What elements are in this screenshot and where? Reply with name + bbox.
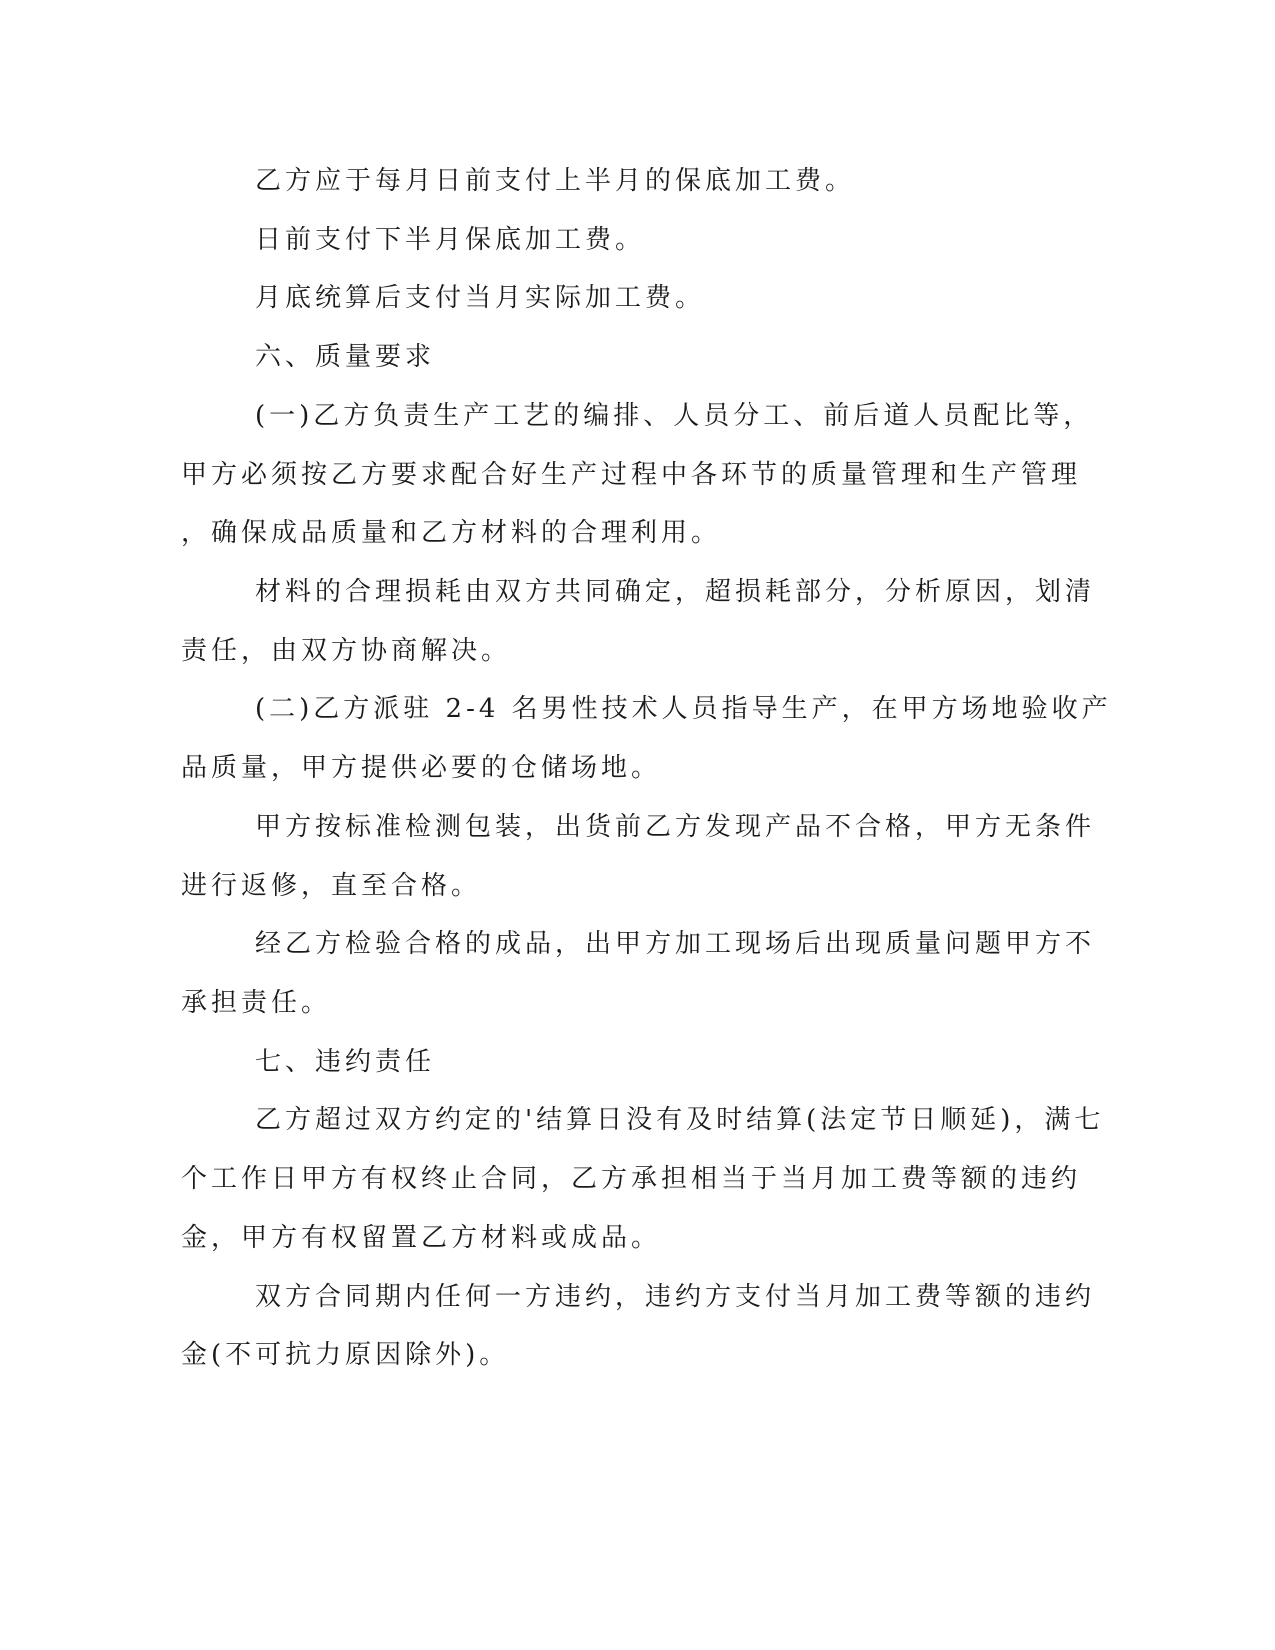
section-heading: 七、违约责任 xyxy=(255,1047,436,1077)
paragraph-line: 金，甲方有权留置乙方材料或成品。 xyxy=(181,1223,662,1253)
paragraph-line: 品质量，甲方提供必要的仓储场地。 xyxy=(181,753,662,783)
paragraph-line: 金(不可抗力原因除外)。 xyxy=(181,1340,510,1370)
paragraph-line: 责任，由双方协商解决。 xyxy=(181,636,512,666)
paragraph-line: 承担责任。 xyxy=(181,988,332,1018)
paragraph-line: 月底统算后支付当月实际加工费。 xyxy=(255,283,706,313)
paragraph-line: (二)乙方派驻 2-4 名男性技术人员指导生产，在甲方场地验收产 xyxy=(255,694,1112,724)
section-heading: 六、质量要求 xyxy=(255,342,436,372)
paragraph-line: 材料的合理损耗由双方共同确定，超损耗部分，分析原因，划清 xyxy=(255,577,1096,607)
paragraph-line: 甲方必须按乙方要求配合好生产过程中各环节的质量管理和生产管理 xyxy=(181,460,1082,490)
paragraph-line: ，确保成品质量和乙方材料的合理利用。 xyxy=(181,518,722,548)
paragraph-line: 乙方超过双方约定的'结算日没有及时结算(法定节日顺延)，满七 xyxy=(255,1105,1105,1135)
paragraph-line: 甲方按标准检测包装，出货前乙方发现产品不合格，甲方无条件 xyxy=(255,812,1096,842)
paragraph-line: 进行返修，直至合格。 xyxy=(181,871,482,901)
paragraph-line: 经乙方检验合格的成品，出甲方加工现场后出现质量问题甲方不 xyxy=(255,929,1096,959)
paragraph-line: (一)乙方负责生产工艺的编排、人员分工、前后道人员配比等， xyxy=(255,401,1094,431)
paragraph-line: 双方合同期内任何一方违约，违约方支付当月加工费等额的违约 xyxy=(255,1282,1096,1312)
paragraph-line: 个工作日甲方有权终止合同，乙方承担相当于当月加工费等额的违约 xyxy=(181,1164,1082,1194)
paragraph-line: 日前支付下半月保底加工费。 xyxy=(255,225,646,255)
paragraph-line: 乙方应于每月日前支付上半月的保底加工费。 xyxy=(255,166,856,196)
